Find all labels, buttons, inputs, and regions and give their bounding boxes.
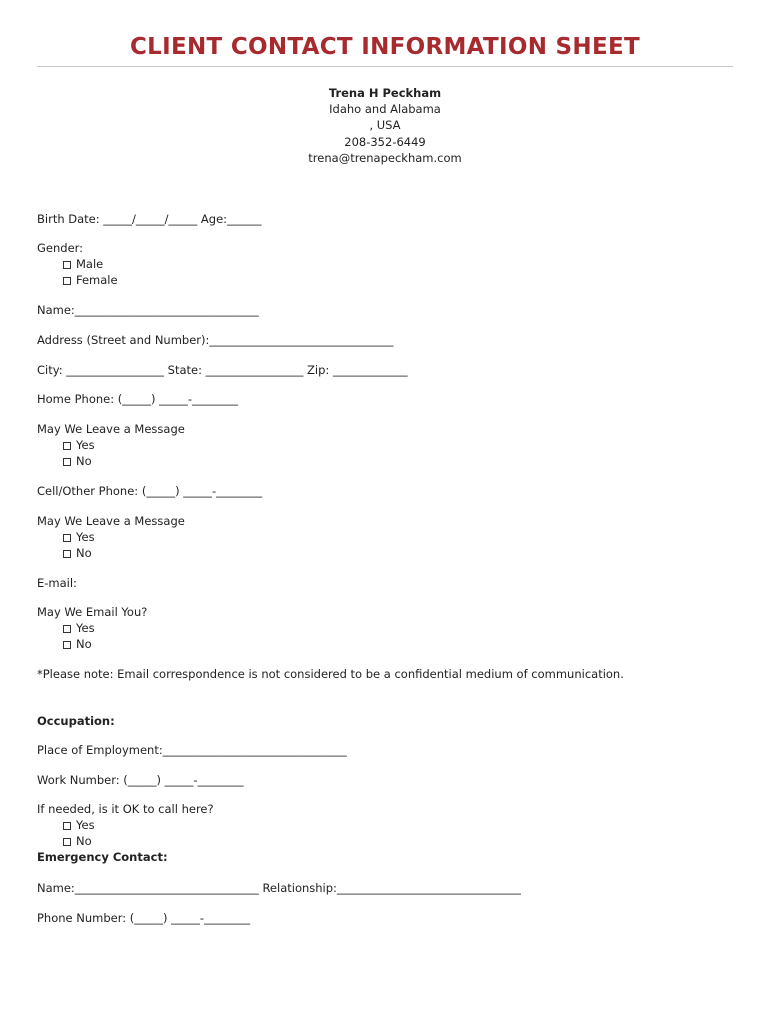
checkbox-icon[interactable] (63, 822, 71, 830)
gender-option-female[interactable]: Female (63, 273, 118, 287)
practitioner-phone: 208-352-6449 (344, 134, 426, 149)
checkbox-icon[interactable] (63, 442, 71, 450)
address-field[interactable]: Address (Street and Number):________________________________ (37, 333, 394, 347)
practitioner-name: Trena H Peckham (328, 86, 442, 100)
checkbox-icon[interactable] (63, 534, 71, 542)
birth-date-field[interactable]: Birth Date: _____/_____/_____ Age:______ (37, 212, 262, 226)
work-call-option-no[interactable]: No (63, 834, 92, 848)
email-permission-option-yes[interactable]: Yes (63, 621, 95, 635)
emergency-contact-heading: Emergency Contact: (37, 850, 168, 864)
checkbox-icon[interactable] (63, 838, 71, 846)
checkbox-icon[interactable] (63, 625, 71, 633)
home-phone-field[interactable]: Home Phone: (_____) _____-________ (37, 392, 239, 406)
home-message-label: May We Leave a Message (37, 422, 185, 436)
place-of-employment-field[interactable]: Place of Employment:________________________________ (37, 743, 347, 757)
email-confidentiality-note: *Please note: Email correspondence is not considered to be a confidential medium of communication. (37, 667, 624, 681)
checkbox-icon[interactable] (63, 641, 71, 649)
cell-message-option-no[interactable]: No (63, 546, 92, 560)
home-message-option-yes[interactable]: Yes (63, 438, 95, 452)
occupation-heading: Occupation: (37, 714, 115, 728)
cell-message-label: May We Leave a Message (37, 514, 185, 528)
page-title: CLIENT CONTACT INFORMATION SHEET (130, 34, 640, 60)
work-number-field[interactable]: Work Number: (_____) _____-________ (37, 773, 244, 787)
practitioner-country: , USA (369, 118, 401, 133)
email-permission-label: May We Email You? (37, 605, 148, 619)
city-state-zip-field[interactable]: City: _________________ State: _________________ Zip: _____________ (37, 363, 408, 377)
emergency-name-relationship-field[interactable]: Name:________________________________ Relationship:________________________________ (37, 881, 521, 895)
practitioner-contact-block (0, 85, 770, 166)
checkbox-icon[interactable] (63, 261, 71, 269)
practitioner-location: Idaho and Alabama (329, 102, 441, 117)
title-divider (37, 66, 733, 67)
practitioner-email[interactable]: trena@trenapeckham.com (308, 150, 462, 165)
home-message-option-no[interactable]: No (63, 454, 92, 468)
gender-option-male[interactable]: Male (63, 257, 103, 271)
cell-phone-field[interactable]: Cell/Other Phone: (_____) _____-________ (37, 484, 263, 498)
work-call-label: If needed, is it OK to call here? (37, 802, 214, 816)
cell-message-option-yes[interactable]: Yes (63, 530, 95, 544)
emergency-phone-field[interactable]: Phone Number: (_____) _____-________ (37, 911, 251, 925)
email-field[interactable]: E-mail: (37, 576, 77, 590)
work-call-option-yes[interactable]: Yes (63, 818, 95, 832)
checkbox-icon[interactable] (63, 458, 71, 466)
name-field[interactable]: Name:________________________________ (37, 303, 259, 317)
gender-label: Gender: (37, 241, 84, 255)
email-permission-option-no[interactable]: No (63, 637, 92, 651)
checkbox-icon[interactable] (63, 550, 71, 558)
checkbox-icon[interactable] (63, 277, 71, 285)
